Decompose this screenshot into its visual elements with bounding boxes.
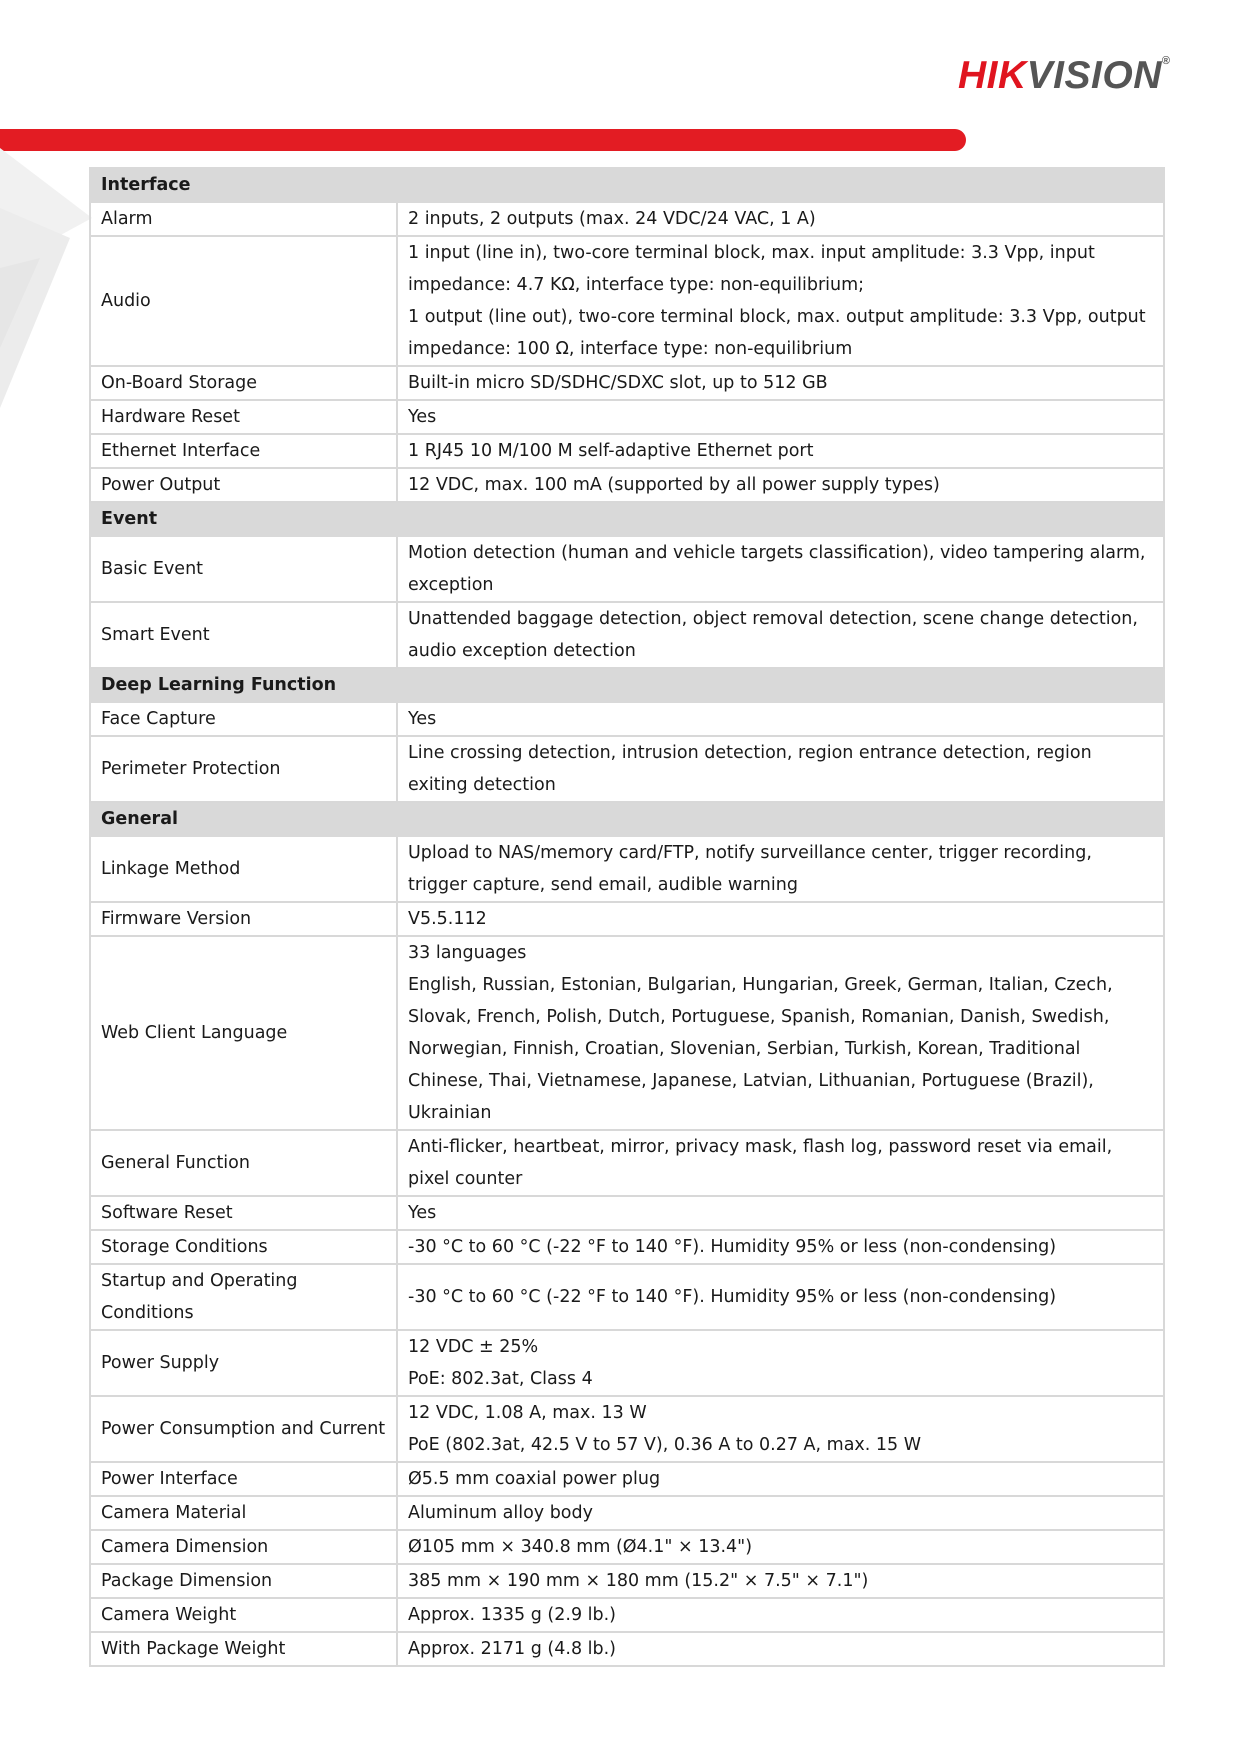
spec-row	[90, 1130, 1164, 1196]
spec-value-line: Aluminum alloy body	[408, 1503, 593, 1523]
spec-row	[90, 936, 1164, 1130]
spec-value	[397, 468, 1164, 502]
spec-value-line: 385 mm × 190 mm × 180 mm (15.2" × 7.5" × 7.1")	[408, 1571, 869, 1591]
spec-value-line: Upload to NAS/memory card/FTP, notify surveillance center, trigger recording, trigger capture, send email, audible warning	[408, 843, 1092, 895]
spec-row	[90, 902, 1164, 936]
spec-row	[90, 434, 1164, 468]
spec-value	[397, 1632, 1164, 1666]
spec-value-line: Unattended baggage detection, object removal detection, scene change detection, audio exception detection	[408, 609, 1138, 661]
spec-value	[397, 902, 1164, 936]
spec-label: Perimeter Protection	[90, 736, 397, 802]
spec-value	[397, 936, 1164, 1130]
spec-label: Face Capture	[90, 702, 397, 736]
spec-value	[397, 1598, 1164, 1632]
spec-label: On-Board Storage	[90, 366, 397, 400]
spec-label: Hardware Reset	[90, 400, 397, 434]
spec-value-line: Yes	[408, 1203, 437, 1223]
section-header	[90, 668, 1164, 702]
spec-value-line: 1 output (line out), two-core terminal block, max. output amplitude: 3.3 Vpp, output impedance: 100 Ω, interface type: non-equilibrium	[408, 307, 1146, 359]
spec-row	[90, 1396, 1164, 1462]
spec-label: Web Client Language	[90, 936, 397, 1130]
spec-value-line: English, Russian, Estonian, Bulgarian, Hungarian, Greek, German, Italian, Czech, Slovak, French, Polish, Dutch, Portuguese, Spanish, Romanian, Danish, Swedish, Norwegian, Finnish, Croatian, Slovenian, Serbian, Turkish, Korean, Traditional Chinese, Thai, Vietnamese, Japanese, Latvian, Lithuanian, Portuguese (Brazil), Ukrainian	[408, 975, 1113, 1123]
spec-value-line: Motion detection (human and vehicle targets classification), video tampering alarm, exception	[408, 543, 1146, 595]
section-title: Deep Learning Function	[90, 668, 1164, 702]
spec-label: Ethernet Interface	[90, 434, 397, 468]
spec-table	[89, 167, 1165, 1667]
spec-value-line: 12 VDC ± 25%	[408, 1337, 539, 1357]
spec-row	[90, 1496, 1164, 1530]
spec-row	[90, 1564, 1164, 1598]
spec-row	[90, 468, 1164, 502]
spec-value	[397, 536, 1164, 602]
spec-value-line: PoE (802.3at, 42.5 V to 57 V), 0.36 A to 0.27 A, max. 15 W	[408, 1435, 922, 1455]
spec-value-line: -30 °C to 60 °C (-22 °F to 140 °F). Humidity 95% or less (non-condensing)	[408, 1237, 1057, 1257]
spec-row	[90, 236, 1164, 366]
spec-row	[90, 1598, 1164, 1632]
spec-value-line: Ø105 mm × 340.8 mm (Ø4.1" × 13.4")	[408, 1537, 753, 1557]
spec-value-line: -30 °C to 60 °C (-22 °F to 140 °F). Humidity 95% or less (non-condensing)	[408, 1287, 1057, 1307]
hikvision-logo: HIKVISION®	[958, 54, 1171, 97]
section-header	[90, 502, 1164, 536]
header-red-bar	[0, 129, 966, 151]
spec-row	[90, 836, 1164, 902]
spec-value	[397, 434, 1164, 468]
spec-value	[397, 1462, 1164, 1496]
spec-row	[90, 1632, 1164, 1666]
spec-value	[397, 1564, 1164, 1598]
spec-row	[90, 736, 1164, 802]
spec-row	[90, 202, 1164, 236]
spec-label: Linkage Method	[90, 836, 397, 902]
spec-label: Camera Weight	[90, 1598, 397, 1632]
spec-label: Camera Dimension	[90, 1530, 397, 1564]
spec-label: Software Reset	[90, 1196, 397, 1230]
spec-label: Alarm	[90, 202, 397, 236]
spec-label: Camera Material	[90, 1496, 397, 1530]
spec-value-line: 1 input (line in), two-core terminal block, max. input amplitude: 3.3 Vpp, input impedance: 4.7 KΩ, interface type: non-equilibrium;	[408, 243, 1095, 295]
spec-value	[397, 1330, 1164, 1396]
spec-label: General Function	[90, 1130, 397, 1196]
spec-value-line: 12 VDC, 1.08 A, max. 13 W	[408, 1403, 647, 1423]
spec-label: Package Dimension	[90, 1564, 397, 1598]
spec-value	[397, 1496, 1164, 1530]
section-header	[90, 168, 1164, 202]
spec-value-line: 2 inputs, 2 outputs (max. 24 VDC/24 VAC, 1 A)	[408, 209, 816, 229]
spec-row	[90, 366, 1164, 400]
spec-label: Storage Conditions	[90, 1230, 397, 1264]
spec-label: Power Consumption and Current	[90, 1396, 397, 1462]
spec-value	[397, 236, 1164, 366]
spec-value-line: Approx. 2171 g (4.8 lb.)	[408, 1639, 617, 1659]
spec-row	[90, 1230, 1164, 1264]
section-title: Event	[90, 502, 1164, 536]
spec-label: Power Interface	[90, 1462, 397, 1496]
spec-value-line: Anti-flicker, heartbeat, mirror, privacy mask, flash log, password reset via email, pixel counter	[408, 1137, 1113, 1189]
spec-value-line: 33 languages	[408, 943, 527, 963]
spec-value	[397, 1230, 1164, 1264]
spec-value	[397, 400, 1164, 434]
spec-value	[397, 736, 1164, 802]
spec-value-line: V5.5.112	[408, 909, 487, 929]
spec-label: Basic Event	[90, 536, 397, 602]
spec-value	[397, 1196, 1164, 1230]
spec-row	[90, 602, 1164, 668]
spec-label: Power Supply	[90, 1330, 397, 1396]
spec-row	[90, 1196, 1164, 1230]
spec-value	[397, 836, 1164, 902]
spec-value	[397, 202, 1164, 236]
spec-value	[397, 366, 1164, 400]
spec-label: Audio	[90, 236, 397, 366]
spec-value	[397, 1396, 1164, 1462]
spec-row	[90, 702, 1164, 736]
spec-label: Startup and Operating Conditions	[90, 1264, 397, 1330]
section-title: Interface	[90, 168, 1164, 202]
spec-value-line: Built-in micro SD/SDHC/SDXC slot, up to 512 GB	[408, 373, 828, 393]
spec-value	[397, 702, 1164, 736]
spec-row	[90, 1530, 1164, 1564]
section-title: General	[90, 802, 1164, 836]
spec-row	[90, 536, 1164, 602]
spec-row	[90, 1330, 1164, 1396]
spec-value-line: 12 VDC, max. 100 mA (supported by all power supply types)	[408, 475, 940, 495]
spec-label: Firmware Version	[90, 902, 397, 936]
spec-value-line: 1 RJ45 10 M/100 M self-adaptive Ethernet port	[408, 441, 814, 461]
spec-value-line: Yes	[408, 709, 437, 729]
spec-value	[397, 1130, 1164, 1196]
spec-row	[90, 400, 1164, 434]
spec-value	[397, 1530, 1164, 1564]
spec-label: Power Output	[90, 468, 397, 502]
spec-row	[90, 1264, 1164, 1330]
spec-value-line: Yes	[408, 407, 437, 427]
spec-value-line: Line crossing detection, intrusion detection, region entrance detection, region exiting detection	[408, 743, 1092, 795]
spec-value-line: Approx. 1335 g (2.9 lb.)	[408, 1605, 617, 1625]
spec-value	[397, 1264, 1164, 1330]
spec-value-line: Ø5.5 mm coaxial power plug	[408, 1469, 661, 1489]
spec-label: With Package Weight	[90, 1632, 397, 1666]
spec-row	[90, 1462, 1164, 1496]
section-header	[90, 802, 1164, 836]
spec-value	[397, 602, 1164, 668]
decorative-triangles	[0, 148, 92, 408]
spec-value-line: PoE: 802.3at, Class 4	[408, 1369, 593, 1389]
spec-label: Smart Event	[90, 602, 397, 668]
